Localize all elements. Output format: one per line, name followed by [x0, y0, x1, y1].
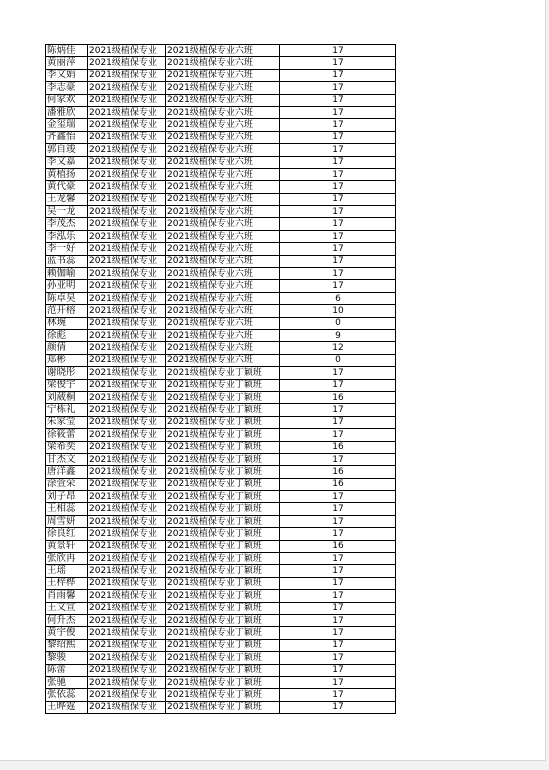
- student-name-cell: 李一好: [46, 243, 88, 255]
- class-cell: 2021级植保专业六班: [166, 206, 280, 218]
- class-cell: 2021级植保专业丁颖班: [166, 614, 280, 626]
- table-row: [46, 144, 396, 156]
- student-name-cell: 李泓乐: [46, 230, 88, 242]
- table-row: [46, 503, 396, 515]
- score-cell: 17: [280, 404, 396, 416]
- table-row: [46, 218, 396, 230]
- major-cell: 2021级植保专业: [88, 342, 166, 354]
- score-cell: 0: [280, 354, 396, 366]
- major-cell: 2021级植保专业: [88, 627, 166, 639]
- score-cell: 17: [280, 206, 396, 218]
- score-cell: 17: [280, 503, 396, 515]
- major-cell: 2021级植保专业: [88, 69, 166, 81]
- student-name-cell: 梁希奕: [46, 441, 88, 453]
- student-name-cell: 刘子昂: [46, 491, 88, 503]
- class-cell: 2021级植保专业丁颖班: [166, 577, 280, 589]
- score-cell: 17: [280, 280, 396, 292]
- table-row: [46, 515, 396, 527]
- major-cell: 2021级植保专业: [88, 305, 166, 317]
- table-row: [46, 429, 396, 441]
- table-row: [46, 280, 396, 292]
- table-row: [46, 255, 396, 267]
- table-row: [46, 206, 396, 218]
- major-cell: 2021级植保专业: [88, 354, 166, 366]
- table-row: [46, 94, 396, 106]
- student-name-cell: 何升杰: [46, 614, 88, 626]
- score-cell: 17: [280, 181, 396, 193]
- major-cell: 2021级植保专业: [88, 540, 166, 552]
- score-cell: 17: [280, 676, 396, 688]
- score-cell: 16: [280, 391, 396, 403]
- major-cell: 2021级植保专业: [88, 379, 166, 391]
- student-name-cell: 黄代豪: [46, 181, 88, 193]
- class-cell: 2021级植保专业丁颖班: [166, 553, 280, 565]
- score-cell: 17: [280, 168, 396, 180]
- class-cell: 2021级植保专业丁颖班: [166, 491, 280, 503]
- score-cell: 17: [280, 193, 396, 205]
- table-row: [46, 689, 396, 701]
- class-cell: 2021级植保专业丁颖班: [166, 627, 280, 639]
- table-row: [46, 379, 396, 391]
- class-cell: 2021级植保专业六班: [166, 292, 280, 304]
- student-name-cell: 黎骏: [46, 652, 88, 664]
- student-name-cell: 朱家莹: [46, 416, 88, 428]
- class-cell: 2021级植保专业六班: [166, 305, 280, 317]
- class-cell: 2021级植保专业六班: [166, 218, 280, 230]
- score-cell: 17: [280, 156, 396, 168]
- student-name-cell: 徐筱蕾: [46, 429, 88, 441]
- score-cell: 17: [280, 57, 396, 69]
- class-cell: 2021级植保专业丁颖班: [166, 565, 280, 577]
- major-cell: 2021级植保专业: [88, 565, 166, 577]
- student-name-cell: 孙亚明: [46, 280, 88, 292]
- major-cell: 2021级植保专业: [88, 652, 166, 664]
- score-cell: 17: [280, 94, 396, 106]
- major-cell: 2021级植保专业: [88, 206, 166, 218]
- table-row: [46, 540, 396, 552]
- major-cell: 2021级植保专业: [88, 515, 166, 527]
- major-cell: 2021级植保专业: [88, 577, 166, 589]
- student-name-cell: 颜倩: [46, 342, 88, 354]
- score-cell: 17: [280, 429, 396, 441]
- major-cell: 2021级植保专业: [88, 268, 166, 280]
- major-cell: 2021级植保专业: [88, 131, 166, 143]
- major-cell: 2021级植保专业: [88, 491, 166, 503]
- class-cell: 2021级植保专业丁颖班: [166, 540, 280, 552]
- class-cell: 2021级植保专业六班: [166, 168, 280, 180]
- score-cell: 16: [280, 478, 396, 490]
- table-row: [46, 45, 396, 57]
- class-cell: 2021级植保专业丁颖班: [166, 515, 280, 527]
- major-cell: 2021级植保专业: [88, 614, 166, 626]
- score-cell: 17: [280, 131, 396, 143]
- student-name-cell: 何家欢: [46, 94, 88, 106]
- table-row: [46, 156, 396, 168]
- table-row: [46, 69, 396, 81]
- student-name-cell: 甘杰文: [46, 453, 88, 465]
- table-row: [46, 329, 396, 341]
- major-cell: 2021级植保专业: [88, 45, 166, 57]
- major-cell: 2021级植保专业: [88, 701, 166, 713]
- class-cell: 2021级植保专业丁颖班: [166, 391, 280, 403]
- table-row: [46, 82, 396, 94]
- table-row: [46, 243, 396, 255]
- score-cell: 17: [280, 590, 396, 602]
- score-cell: 17: [280, 602, 396, 614]
- class-cell: 2021级植保专业六班: [166, 280, 280, 292]
- student-name-cell: 黄植扬: [46, 168, 88, 180]
- score-cell: 17: [280, 491, 396, 503]
- table-row: [46, 491, 396, 503]
- class-cell: 2021级植保专业六班: [166, 243, 280, 255]
- score-cell: 17: [280, 230, 396, 242]
- student-name-cell: 张欣冉: [46, 553, 88, 565]
- student-name-cell: 林琬: [46, 317, 88, 329]
- student-name-cell: 陈卓昊: [46, 292, 88, 304]
- table-row: [46, 106, 396, 118]
- table-row: [46, 478, 396, 490]
- score-cell: 17: [280, 627, 396, 639]
- major-cell: 2021级植保专业: [88, 503, 166, 515]
- class-cell: 2021级植保专业六班: [166, 119, 280, 131]
- major-cell: 2021级植保专业: [88, 181, 166, 193]
- score-cell: 17: [280, 701, 396, 713]
- student-name-cell: 谢晓彤: [46, 367, 88, 379]
- class-cell: 2021级植保专业六班: [166, 354, 280, 366]
- student-name-cell: 潘雅欣: [46, 106, 88, 118]
- student-name-cell: 齐鑫怡: [46, 131, 88, 143]
- major-cell: 2021级植保专业: [88, 292, 166, 304]
- student-name-cell: 陈蕾: [46, 664, 88, 676]
- student-name-cell: 涂萱荣: [46, 478, 88, 490]
- score-cell: 17: [280, 367, 396, 379]
- table-row: [46, 528, 396, 540]
- student-name-cell: 周雪妍: [46, 515, 88, 527]
- major-cell: 2021级植保专业: [88, 144, 166, 156]
- student-name-cell: 张驰: [46, 676, 88, 688]
- score-cell: 17: [280, 268, 396, 280]
- class-cell: 2021级植保专业丁颖班: [166, 429, 280, 441]
- score-cell: 17: [280, 639, 396, 651]
- table-row: [46, 342, 396, 354]
- class-cell: 2021级植保专业丁颖班: [166, 590, 280, 602]
- table-row: [46, 453, 396, 465]
- class-cell: 2021级植保专业六班: [166, 342, 280, 354]
- major-cell: 2021级植保专业: [88, 106, 166, 118]
- class-cell: 2021级植保专业丁颖班: [166, 379, 280, 391]
- class-cell: 2021级植保专业丁颖班: [166, 478, 280, 490]
- student-name-cell: 郑彬: [46, 354, 88, 366]
- major-cell: 2021级植保专业: [88, 329, 166, 341]
- major-cell: 2021级植保专业: [88, 639, 166, 651]
- major-cell: 2021级植保专业: [88, 119, 166, 131]
- major-cell: 2021级植保专业: [88, 404, 166, 416]
- table-row: [46, 627, 396, 639]
- class-cell: 2021级植保专业六班: [166, 193, 280, 205]
- student-name-cell: 黄丽萍: [46, 57, 88, 69]
- student-name-cell: 王龙馨: [46, 193, 88, 205]
- student-name-cell: 唐洋鑫: [46, 466, 88, 478]
- table-row: [46, 305, 396, 317]
- student-name-cell: 李志豪: [46, 82, 88, 94]
- table-row: [46, 367, 396, 379]
- student-name-cell: 张依蕊: [46, 689, 88, 701]
- major-cell: 2021级植保专业: [88, 317, 166, 329]
- class-cell: 2021级植保专业六班: [166, 268, 280, 280]
- score-cell: 17: [280, 45, 396, 57]
- student-name-cell: 徐彪: [46, 329, 88, 341]
- score-cell: 17: [280, 652, 396, 664]
- class-cell: 2021级植保专业丁颖班: [166, 441, 280, 453]
- score-cell: 17: [280, 577, 396, 589]
- student-name-cell: 肖雨馨: [46, 590, 88, 602]
- major-cell: 2021级植保专业: [88, 664, 166, 676]
- student-name-cell: 王晔霆: [46, 701, 88, 713]
- score-cell: 17: [280, 379, 396, 391]
- score-cell: 17: [280, 69, 396, 81]
- major-cell: 2021级植保专业: [88, 280, 166, 292]
- table-row: [46, 441, 396, 453]
- class-cell: 2021级植保专业六班: [166, 329, 280, 341]
- major-cell: 2021级植保专业: [88, 553, 166, 565]
- student-name-cell: 李茂杰: [46, 218, 88, 230]
- class-cell: 2021级植保专业丁颖班: [166, 639, 280, 651]
- student-name-cell: 郭自竣: [46, 144, 88, 156]
- table-row: [46, 639, 396, 651]
- major-cell: 2021级植保专业: [88, 689, 166, 701]
- table-row: [46, 57, 396, 69]
- class-cell: 2021级植保专业丁颖班: [166, 503, 280, 515]
- score-table: [45, 44, 396, 714]
- class-cell: 2021级植保专业丁颖班: [166, 701, 280, 713]
- major-cell: 2021级植保专业: [88, 168, 166, 180]
- table-row: [46, 614, 396, 626]
- major-cell: 2021级植保专业: [88, 57, 166, 69]
- student-name-cell: 李文嘉: [46, 156, 88, 168]
- class-cell: 2021级植保专业丁颖班: [166, 676, 280, 688]
- major-cell: 2021级植保专业: [88, 193, 166, 205]
- table-row: [46, 652, 396, 664]
- score-cell: 17: [280, 106, 396, 118]
- class-cell: 2021级植保专业六班: [166, 45, 280, 57]
- student-name-cell: 王梓桦: [46, 577, 88, 589]
- table-row: [46, 676, 396, 688]
- table-row: [46, 590, 396, 602]
- table-row: [46, 664, 396, 676]
- table-row: [46, 168, 396, 180]
- major-cell: 2021级植保专业: [88, 82, 166, 94]
- class-cell: 2021级植保专业六班: [166, 230, 280, 242]
- major-cell: 2021级植保专业: [88, 367, 166, 379]
- score-cell: 17: [280, 82, 396, 94]
- major-cell: 2021级植保专业: [88, 255, 166, 267]
- student-name-cell: 梁俊宇: [46, 379, 88, 391]
- class-cell: 2021级植保专业六班: [166, 317, 280, 329]
- student-name-cell: 黄宇俊: [46, 627, 88, 639]
- score-cell: 10: [280, 305, 396, 317]
- table-row: [46, 292, 396, 304]
- class-cell: 2021级植保专业六班: [166, 156, 280, 168]
- table-row: [46, 404, 396, 416]
- table-row: [46, 553, 396, 565]
- major-cell: 2021级植保专业: [88, 528, 166, 540]
- major-cell: 2021级植保专业: [88, 478, 166, 490]
- student-name-cell: 王文宣: [46, 602, 88, 614]
- score-cell: 17: [280, 565, 396, 577]
- student-name-cell: 范开榕: [46, 305, 88, 317]
- score-cell: 17: [280, 515, 396, 527]
- score-cell: 17: [280, 416, 396, 428]
- page-bottom-margin: [0, 761, 549, 770]
- class-cell: 2021级植保专业丁颖班: [166, 404, 280, 416]
- class-cell: 2021级植保专业六班: [166, 131, 280, 143]
- score-cell: 12: [280, 342, 396, 354]
- student-name-cell: 黄景轩: [46, 540, 88, 552]
- student-name-cell: 黎绍熙: [46, 639, 88, 651]
- table-row: [46, 317, 396, 329]
- class-cell: 2021级植保专业丁颖班: [166, 652, 280, 664]
- student-name-cell: 刘葳桐: [46, 391, 88, 403]
- table-row: [46, 391, 396, 403]
- major-cell: 2021级植保专业: [88, 218, 166, 230]
- student-name-cell: 徐良红: [46, 528, 88, 540]
- class-cell: 2021级植保专业六班: [166, 181, 280, 193]
- table-row: [46, 466, 396, 478]
- table-row: [46, 193, 396, 205]
- student-name-cell: 陈炳佳: [46, 45, 88, 57]
- student-name-cell: 蓝书蕊: [46, 255, 88, 267]
- score-cell: 9: [280, 329, 396, 341]
- score-cell: 16: [280, 441, 396, 453]
- score-cell: 17: [280, 553, 396, 565]
- major-cell: 2021级植保专业: [88, 416, 166, 428]
- major-cell: 2021级植保专业: [88, 391, 166, 403]
- class-cell: 2021级植保专业六班: [166, 82, 280, 94]
- class-cell: 2021级植保专业六班: [166, 255, 280, 267]
- score-cell: 17: [280, 453, 396, 465]
- major-cell: 2021级植保专业: [88, 466, 166, 478]
- table-row: [46, 565, 396, 577]
- table-row: [46, 131, 396, 143]
- class-cell: 2021级植保专业丁颖班: [166, 602, 280, 614]
- student-name-cell: 金玺瑞: [46, 119, 88, 131]
- class-cell: 2021级植保专业六班: [166, 69, 280, 81]
- student-name-cell: 王瑶: [46, 565, 88, 577]
- major-cell: 2021级植保专业: [88, 590, 166, 602]
- class-cell: 2021级植保专业六班: [166, 106, 280, 118]
- table-row: [46, 701, 396, 713]
- table-row: [46, 119, 396, 131]
- table-row: [46, 577, 396, 589]
- table-row: [46, 230, 396, 242]
- score-cell: 0: [280, 317, 396, 329]
- student-name-cell: 王相蕊: [46, 503, 88, 515]
- major-cell: 2021级植保专业: [88, 429, 166, 441]
- student-name-cell: 赖伽喻: [46, 268, 88, 280]
- student-name-cell: 李文娟: [46, 69, 88, 81]
- class-cell: 2021级植保专业丁颖班: [166, 367, 280, 379]
- class-cell: 2021级植保专业丁颖班: [166, 689, 280, 701]
- score-cell: 6: [280, 292, 396, 304]
- score-cell: 17: [280, 218, 396, 230]
- class-cell: 2021级植保专业丁颖班: [166, 466, 280, 478]
- score-cell: 16: [280, 540, 396, 552]
- table-row: [46, 416, 396, 428]
- class-cell: 2021级植保专业六班: [166, 57, 280, 69]
- score-cell: 17: [280, 689, 396, 701]
- major-cell: 2021级植保专业: [88, 243, 166, 255]
- major-cell: 2021级植保专业: [88, 602, 166, 614]
- major-cell: 2021级植保专业: [88, 453, 166, 465]
- score-table-body: [46, 45, 396, 714]
- major-cell: 2021级植保专业: [88, 441, 166, 453]
- table-row: [46, 268, 396, 280]
- class-cell: 2021级植保专业六班: [166, 144, 280, 156]
- class-cell: 2021级植保专业丁颖班: [166, 453, 280, 465]
- class-cell: 2021级植保专业六班: [166, 94, 280, 106]
- table-row: [46, 602, 396, 614]
- student-name-cell: 宁栋礼: [46, 404, 88, 416]
- student-name-cell: 吴一龙: [46, 206, 88, 218]
- table-row: [46, 354, 396, 366]
- class-cell: 2021级植保专业丁颖班: [166, 416, 280, 428]
- class-cell: 2021级植保专业丁颖班: [166, 528, 280, 540]
- score-cell: 17: [280, 119, 396, 131]
- major-cell: 2021级植保专业: [88, 676, 166, 688]
- major-cell: 2021级植保专业: [88, 156, 166, 168]
- table-row: [46, 181, 396, 193]
- score-cell: 17: [280, 243, 396, 255]
- score-cell: 16: [280, 466, 396, 478]
- class-cell: 2021级植保专业丁颖班: [166, 664, 280, 676]
- score-cell: 17: [280, 528, 396, 540]
- major-cell: 2021级植保专业: [88, 230, 166, 242]
- score-cell: 17: [280, 614, 396, 626]
- score-cell: 17: [280, 255, 396, 267]
- score-cell: 17: [280, 144, 396, 156]
- score-cell: 17: [280, 664, 396, 676]
- major-cell: 2021级植保专业: [88, 94, 166, 106]
